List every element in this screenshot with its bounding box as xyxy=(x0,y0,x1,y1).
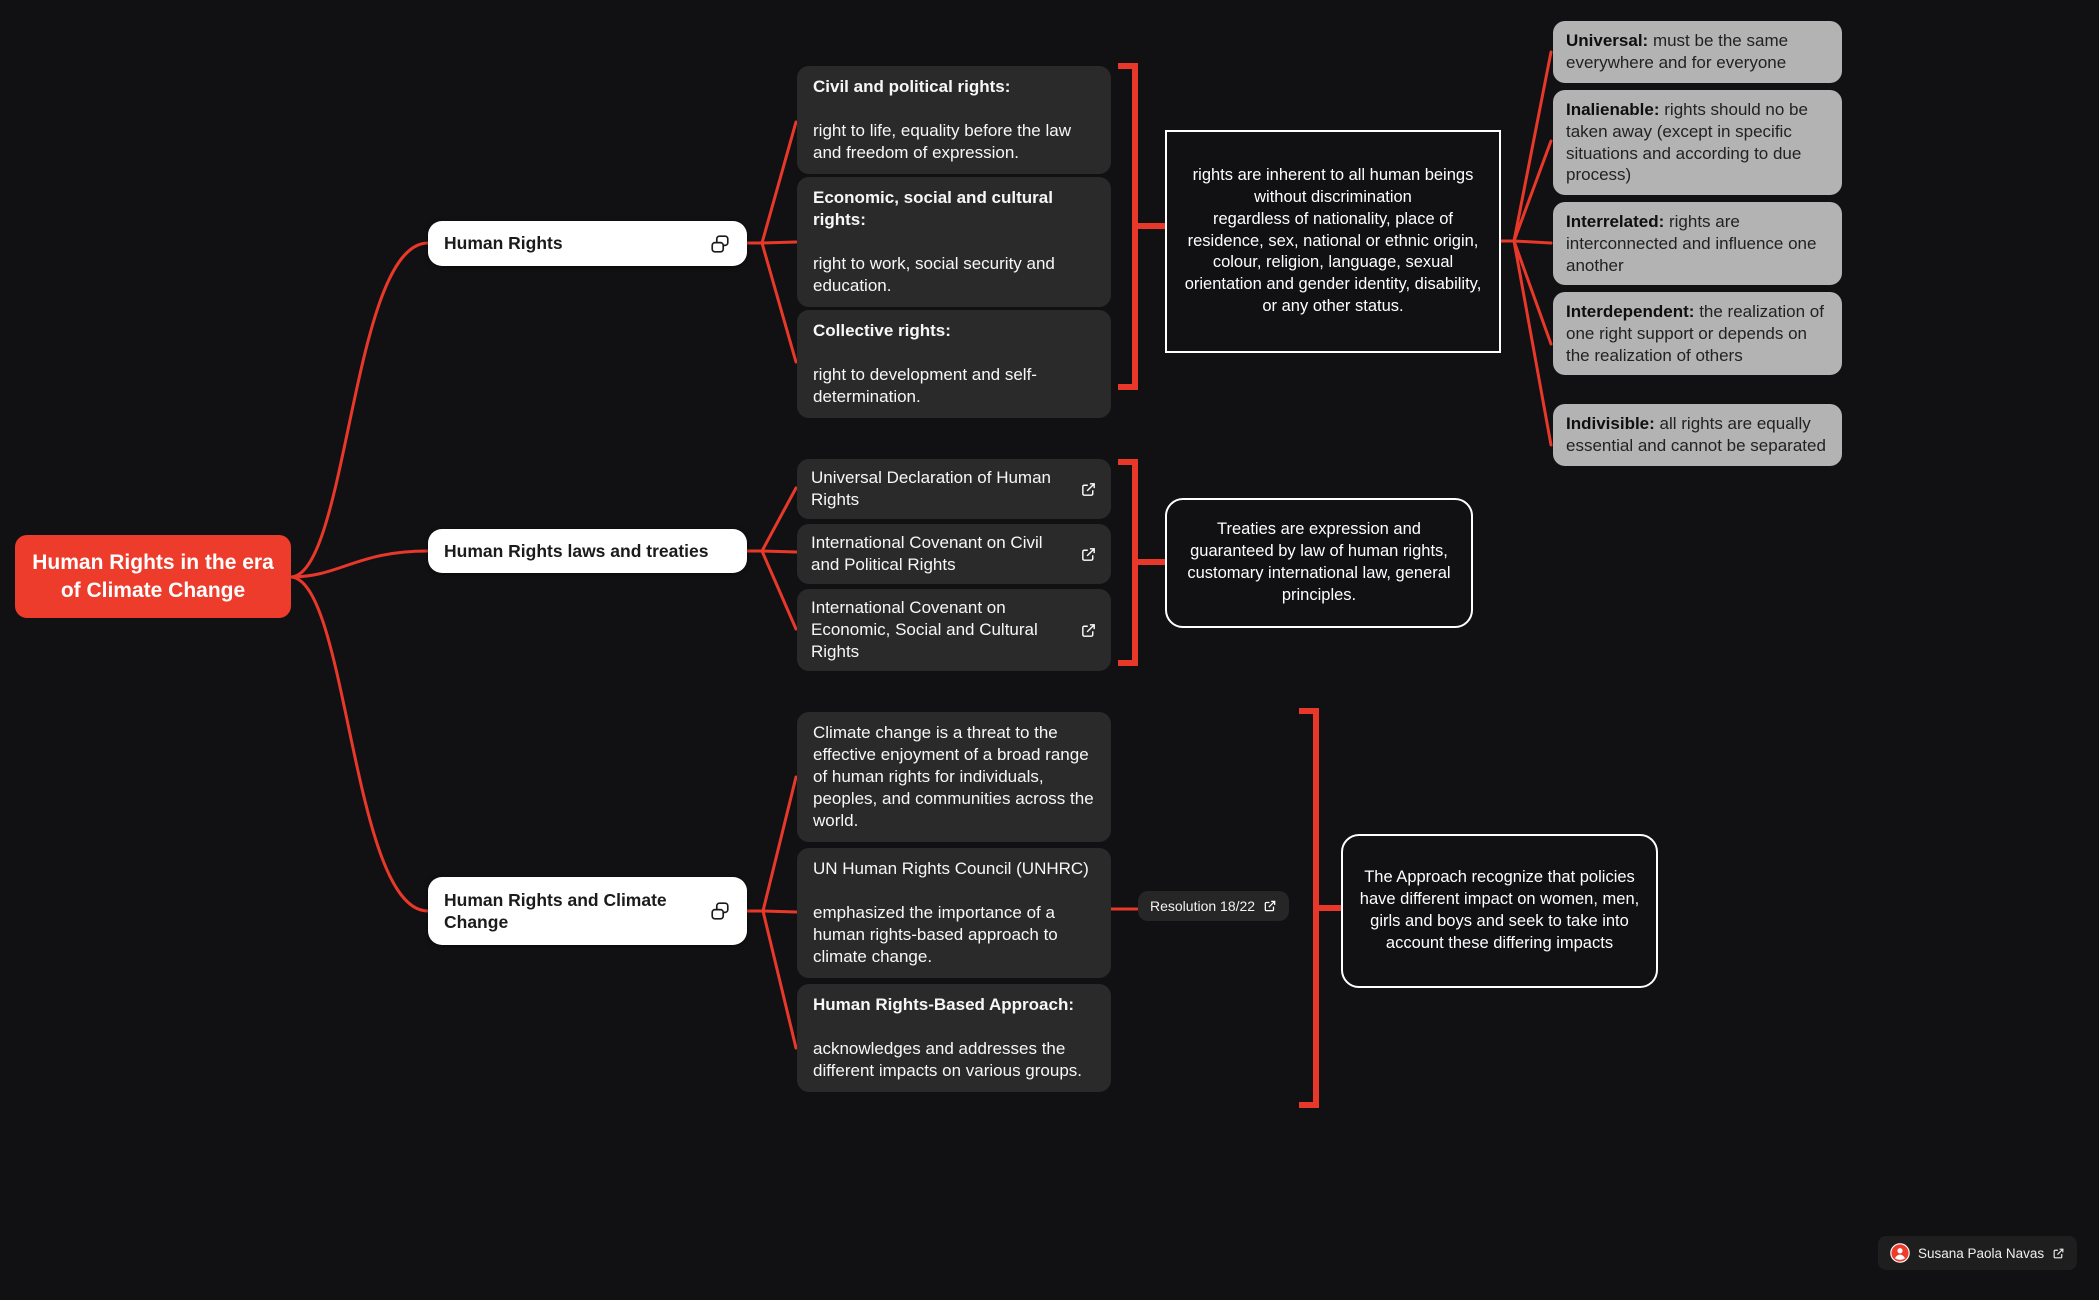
branch-node-label: Human Rights and Climate Change xyxy=(444,889,667,932)
principle-term: Interrelated: xyxy=(1566,212,1665,231)
author-attribution[interactable] xyxy=(1878,1236,2077,1270)
card-title: Collective rights: xyxy=(813,321,951,340)
branch-node-climate-change[interactable] xyxy=(428,877,747,945)
card-intro: UN Human Rights Council (UNHRC) xyxy=(813,859,1089,878)
duplicate-icon[interactable] xyxy=(709,900,731,922)
child-card-civil-political[interactable] xyxy=(797,66,1111,174)
child-card-economic-social[interactable] xyxy=(797,177,1111,307)
branch-node-label: Human Rights laws and treaties xyxy=(444,540,709,561)
summary-paragraph: regardless of nationality, place of residence, sex, national or ethnic origin, colour, religion, language, sexual orientation and gender identity, disability, or any other status. xyxy=(1184,209,1482,315)
card-title: Civil and political rights: xyxy=(813,77,1011,96)
root-node[interactable] xyxy=(15,535,291,618)
treaty-card-iccpr[interactable] xyxy=(797,524,1111,584)
treaty-title: Universal Declaration of Human Rights xyxy=(811,468,1051,510)
principle-desc: all rights are equally essential and cannot be separated xyxy=(1566,414,1826,455)
summary-box-approach[interactable] xyxy=(1341,834,1658,988)
treaty-card-udhr[interactable] xyxy=(797,459,1111,519)
principle-term: Indivisible: xyxy=(1566,414,1655,433)
principle-card-indivisible[interactable] xyxy=(1553,404,1842,466)
treaty-title: International Covenant on Economic, Social and Cultural Rights xyxy=(811,598,1038,662)
card-body: right to development and self-determination. xyxy=(813,365,1037,407)
summary-paragraph: Treaties are expression and guaranteed by law of human rights, customary international law, general principles. xyxy=(1187,520,1451,604)
bracket-stub xyxy=(1138,223,1165,229)
user-avatar-icon xyxy=(1890,1243,1910,1263)
principle-card-interdependent[interactable] xyxy=(1553,292,1842,375)
duplicate-icon[interactable] xyxy=(709,233,731,255)
root-node-label: Human Rights in the era of Climate Change xyxy=(32,550,274,602)
card-body: emphasized the importance of a human rights-based approach to climate change. xyxy=(813,903,1058,967)
author-name: Susana Paola Navas xyxy=(1918,1245,2045,1261)
child-card-climate-threat[interactable] xyxy=(797,712,1111,842)
resolution-label: Resolution 18/22 xyxy=(1150,898,1256,914)
external-link-icon[interactable] xyxy=(1263,899,1277,913)
principle-desc: the realization of one right support or depends on the realization of others xyxy=(1566,302,1824,365)
summary-box-treaties[interactable] xyxy=(1165,498,1473,628)
child-card-collective[interactable] xyxy=(797,310,1111,418)
external-link-icon[interactable] xyxy=(2052,1247,2065,1260)
bracket-stub xyxy=(1319,905,1341,911)
bracket-stub xyxy=(1138,559,1165,565)
card-body: right to work, social security and education. xyxy=(813,254,1055,296)
card-body: right to life, equality before the law and freedom of expression. xyxy=(813,121,1071,163)
treaty-card-icescr[interactable] xyxy=(797,589,1111,671)
child-card-unhrc[interactable] xyxy=(797,848,1111,978)
branch-node-laws-treaties[interactable] xyxy=(428,529,747,573)
principle-term: Interdependent: xyxy=(1566,302,1695,321)
resolution-link-node[interactable] xyxy=(1138,891,1289,921)
external-link-icon[interactable] xyxy=(1080,546,1097,563)
bracket-connector xyxy=(1118,63,1138,390)
card-title: Human Rights-Based Approach: xyxy=(813,995,1075,1014)
principle-desc: must be the same everywhere and for everyone xyxy=(1566,31,1789,72)
principle-desc: rights are interconnected and influence one another xyxy=(1566,212,1817,275)
principle-card-universal[interactable] xyxy=(1553,21,1842,83)
summary-box-inherent-rights[interactable] xyxy=(1165,130,1501,353)
summary-paragraph: rights are inherent to all human beings without discrimination xyxy=(1192,166,1474,207)
child-card-hrba[interactable] xyxy=(797,984,1111,1092)
principle-term: Inalienable: xyxy=(1566,100,1660,119)
bracket-connector xyxy=(1299,708,1319,1108)
branch-node-human-rights[interactable] xyxy=(428,221,747,266)
bracket-connector xyxy=(1118,459,1138,666)
principle-card-inalienable[interactable] xyxy=(1553,90,1842,195)
summary-paragraph: The Approach recognize that policies have different impact on women, men, girls and boys and seek to take into account these differing impacts xyxy=(1359,868,1640,952)
card-title: Economic, social and cultural rights: xyxy=(813,188,1053,230)
external-link-icon[interactable] xyxy=(1080,622,1097,639)
treaty-title: International Covenant on Civil and Political Rights xyxy=(811,533,1043,575)
principle-term: Universal: xyxy=(1566,31,1649,50)
external-link-icon[interactable] xyxy=(1080,481,1097,498)
principle-desc: rights should no be taken away (except in specific situations and according to due process) xyxy=(1566,100,1808,185)
branch-node-label: Human Rights xyxy=(444,233,563,254)
card-body: acknowledges and addresses the different impacts on various groups. xyxy=(813,1039,1082,1081)
principle-card-interrelated[interactable] xyxy=(1553,202,1842,285)
card-body: Climate change is a threat to the effective enjoyment of a broad range of human rights for individuals, peoples, and communities across the world. xyxy=(813,723,1094,831)
